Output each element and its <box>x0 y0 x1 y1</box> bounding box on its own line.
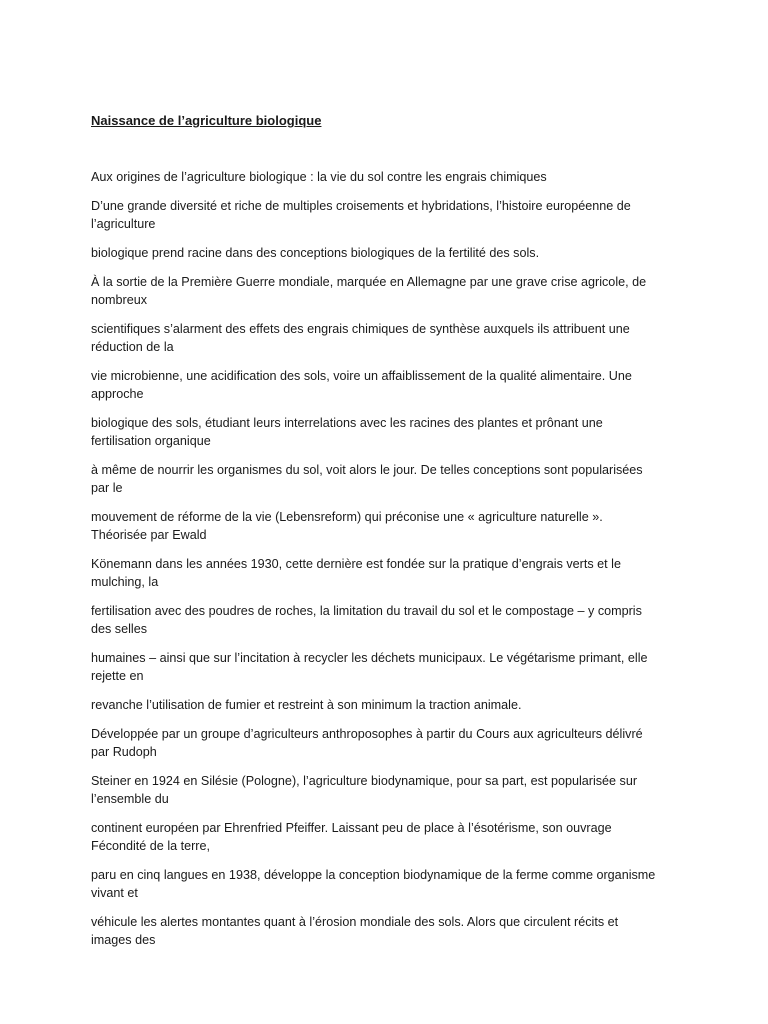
paragraph-line: nombreux <box>91 293 148 307</box>
paragraph-line: paru en cinq langues en 1938, développe la conception biodynamique de la ferme comme organisme <box>91 868 656 882</box>
paragraph-line: rejette en <box>91 669 144 683</box>
paragraph-line: continent européen par Ehrenfried Pfeiffer. Laissant peu de place à l’ésotérisme, son ouvrage <box>91 821 612 835</box>
paragraph-line: humaines – ainsi que sur l’incitation à recycler les déchets municipaux. Le végétarisme primant, elle <box>91 651 648 665</box>
paragraph-line: À la sortie de la Première Guerre mondiale, marquée en Allemagne par une grave crise agricole, de <box>91 275 647 289</box>
document-body <box>91 168 691 960</box>
paragraph-line: par le <box>91 481 123 495</box>
paragraph-line: Steiner en 1924 en Silésie (Pologne), l’agriculture biodynamique, pour sa part, est popularisée sur <box>91 774 638 788</box>
paragraph-line: scientifiques s’alarment des effets des engrais chimiques de synthèse auxquels ils attribuent une <box>91 322 630 336</box>
paragraph <box>91 602 691 638</box>
paragraph-line: vivant et <box>91 886 138 900</box>
paragraph <box>91 819 691 855</box>
paragraph <box>91 508 691 544</box>
paragraph-line: biologique prend racine dans des conceptions biologiques de la fertilité des sols. <box>91 246 540 260</box>
paragraph-line: Könemann dans les années 1930, cette dernière est fondée sur la pratique d’engrais verts et le <box>91 557 621 571</box>
paragraph-line: images des <box>91 933 156 947</box>
paragraph-line: à même de nourrir les organismes du sol, voit alors le jour. De telles conceptions sont popularisées <box>91 463 643 477</box>
document-title: Naissance de l’agriculture biologique <box>91 113 322 128</box>
paragraph <box>91 414 691 450</box>
paragraph-line: l’ensemble du <box>91 792 169 806</box>
paragraph-line: revanche l’utilisation de fumier et restreint à son minimum la traction animale. <box>91 698 522 712</box>
paragraph-line: Fécondité de la terre, <box>91 839 211 853</box>
paragraph <box>91 866 691 902</box>
paragraph <box>91 461 691 497</box>
paragraph-line: des selles <box>91 622 148 636</box>
paragraph <box>91 555 691 591</box>
paragraph <box>91 197 691 233</box>
paragraph <box>91 772 691 808</box>
paragraph-line: mouvement de réforme de la vie (Lebensreform) qui préconise une « agriculture naturelle ». <box>91 510 603 524</box>
paragraph <box>91 913 691 949</box>
paragraph <box>91 273 691 309</box>
paragraph-line: par Rudoph <box>91 745 157 759</box>
paragraph-line: fertilisation organique <box>91 434 211 448</box>
paragraph-line: l’agriculture <box>91 217 156 231</box>
paragraph-line: Aux origines de l’agriculture biologique : la vie du sol contre les engrais chimiques <box>91 170 547 184</box>
paragraph <box>91 244 691 262</box>
paragraph-line: biologique des sols, étudiant leurs interrelations avec les racines des plantes et prônant une <box>91 416 603 430</box>
paragraph <box>91 168 691 186</box>
paragraph-line: vie microbienne, une acidification des sols, voire un affaiblissement de la qualité alimentaire. Une <box>91 369 632 383</box>
paragraph-line: approche <box>91 387 144 401</box>
paragraph <box>91 696 691 714</box>
paragraph-line: Théorisée par Ewald <box>91 528 207 542</box>
paragraph-line: réduction de la <box>91 340 174 354</box>
paragraph <box>91 725 691 761</box>
paragraph-line: fertilisation avec des poudres de roches, la limitation du travail du sol et le compostage – y compris <box>91 604 642 618</box>
paragraph-line: Développée par un groupe d’agriculteurs anthroposophes à partir du Cours aux agriculteurs délivré <box>91 727 643 741</box>
paragraph-line: mulching, la <box>91 575 159 589</box>
paragraph-line: véhicule les alertes montantes quant à l’érosion mondiale des sols. Alors que circulent récits et <box>91 915 619 929</box>
paragraph <box>91 367 691 403</box>
paragraph-line: D’une grande diversité et riche de multiples croisements et hybridations, l’histoire européenne de <box>91 199 631 213</box>
paragraph <box>91 649 691 685</box>
paragraph <box>91 320 691 356</box>
